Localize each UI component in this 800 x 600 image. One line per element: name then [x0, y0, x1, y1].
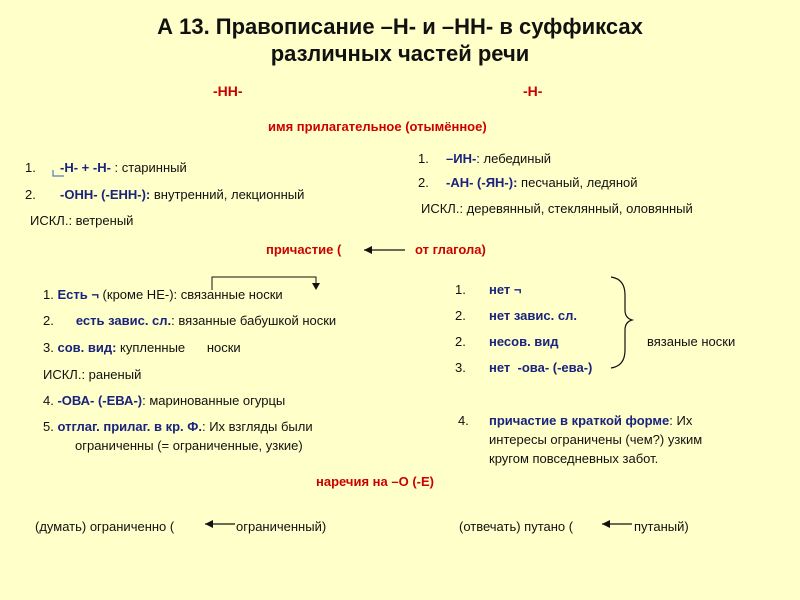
rule-example: : Их: [669, 413, 693, 428]
rule-key: -ОНН- (-ЕНН-):: [60, 187, 151, 202]
adverb-section-header: наречия на –О (-Е): [316, 474, 434, 489]
rule-example: : старинный: [114, 160, 187, 175]
list-number: 4.: [458, 413, 469, 428]
arrow-head-icon: [364, 246, 372, 254]
curly-brace-icon: [611, 277, 632, 368]
list-number: 1.: [25, 160, 36, 175]
adj-n-exception: ИСКЛ.: деревянный, стеклянный, оловянный: [421, 201, 693, 216]
column-header-n: -Н-: [523, 83, 543, 99]
arrow-head-icon: [205, 520, 213, 528]
list-number: 1.: [418, 151, 429, 166]
rule-example: : Их взгляды были: [201, 419, 313, 434]
adjective-section-header: имя прилагательное (отымённое): [268, 119, 487, 134]
list-number: 1.: [455, 282, 466, 297]
participle-header-left: причастие (: [266, 242, 342, 257]
adj-nn-exception: ИСКЛ.: ветреный: [30, 213, 134, 228]
participle-n-short-form-line-2: интересы ограничены (чем?) узким: [489, 432, 703, 447]
rule-key: нет ¬: [489, 282, 522, 297]
participle-n-example: вязаные носки: [647, 334, 736, 349]
list-number: 5.: [43, 419, 58, 434]
list-number: 1.: [43, 287, 58, 302]
title-line-2: различных частей речи: [270, 41, 530, 66]
list-number: 3.: [455, 360, 466, 375]
rule-key: Есть ¬: [57, 287, 99, 302]
rule-key: -Н- + -Н-: [60, 160, 115, 175]
adverb-right-example-start: (отвечать) путано (: [459, 519, 574, 534]
list-number: 2.: [418, 175, 429, 190]
rule-example: : лебединый: [476, 151, 552, 166]
participle-header-right: от глагола): [415, 242, 486, 257]
arrow-head-icon: [312, 283, 320, 290]
rule-key: есть завис. сл.: [75, 313, 172, 328]
list-number: 3.: [43, 340, 58, 355]
rule-example: (кроме НЕ-): связанные носки: [98, 287, 283, 302]
rule-key: нет завис. сл.: [489, 308, 577, 323]
rule-key: –ИН-: [446, 151, 477, 166]
rule-key: отглаг. прилаг. в кр. Ф.: [57, 419, 202, 434]
title-line-1: А 13. Правописание –Н- и –НН- в суффиксах: [157, 14, 643, 39]
bracket-icon: [53, 170, 64, 176]
connector-icon: [212, 277, 316, 290]
column-header-nn: -НН-: [213, 83, 243, 99]
participle-nn-item-5-line-2: ограниченны (= ограниченные, узкие): [75, 438, 303, 453]
list-number: 2.: [25, 187, 36, 202]
rule-example: песчаный, ледяной: [517, 175, 638, 190]
list-number: 4.: [43, 393, 58, 408]
participle-nn-exception: ИСКЛ.: раненый: [43, 367, 142, 382]
list-number: 2.: [455, 334, 466, 349]
rule-example: : вязанные бабушкой носки: [171, 313, 337, 328]
rule-key: причастие в краткой форме: [489, 413, 670, 428]
arrow-head-icon: [602, 520, 610, 528]
rule-example: : маринованные огурцы: [142, 393, 286, 408]
rule-example: внутренний, лекционный: [150, 187, 305, 202]
rule-key: нет -ова- (-ева-): [489, 360, 593, 375]
participle-n-short-form-line-3: кругом повседневных забот.: [489, 451, 659, 466]
rule-key: сов. вид:: [57, 340, 117, 355]
rule-key: -ОВА- (-ЕВА-): [57, 393, 143, 408]
adverb-right-example-end: путаный): [634, 519, 689, 534]
list-number: 2.: [455, 308, 466, 323]
adverb-left-example-end: ограниченный): [236, 519, 327, 534]
list-number: 2.: [43, 313, 54, 328]
rule-key: -АН- (-ЯН-):: [446, 175, 518, 190]
rule-example: купленные носки: [116, 340, 241, 355]
rule-key: несов. вид: [489, 334, 559, 349]
adverb-left-example-start: (думать) ограниченно (: [35, 519, 175, 534]
